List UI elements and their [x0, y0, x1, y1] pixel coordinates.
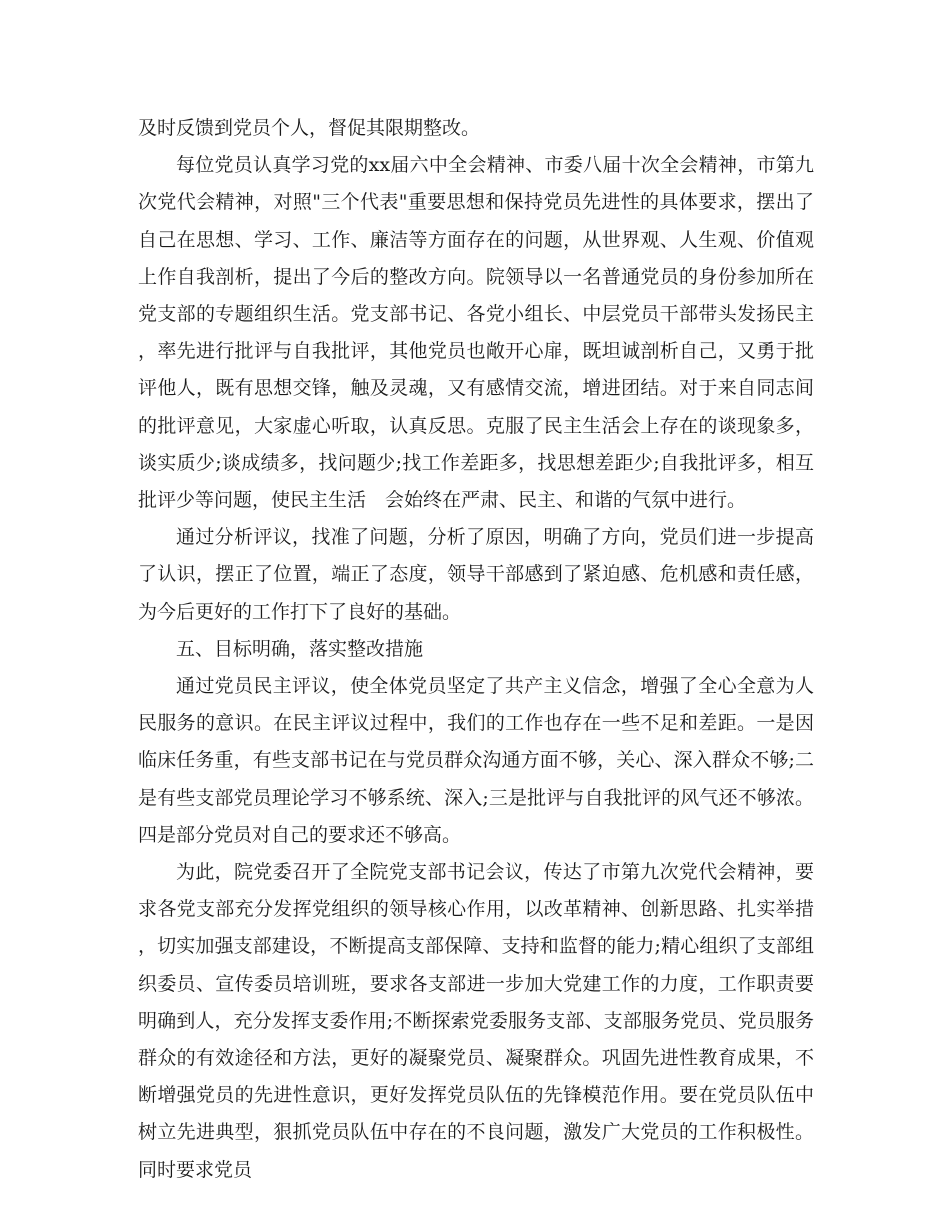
paragraph-self-criticism: 每位党员认真学习党的xx届六中全会精神、市委八届十次全会精神，市第九次党代会精神，对照"三个代表"重要思想和保持党员先进性的具体要求，摆出了自己在思想、学习、工作、廉洁等方面存在的问题，从世界观、人生观、价值观上作自我剖析，提出了今后的整改方向。院领导以一名普通党员的身份参加所在党支部的专题组织生活。党支部书记、各党小组长、中层党员干部带头发扬民主，率先进行批评与自我批评，其他党员也敞开心扉，既坦诚剖析自己，又勇于批评他人，既有思想交锋，触及灵魂，又有感情交流，增进团结。对于来自同志间的批评意见，大家虚心听取，认真反思。克服了民主生活会上存在的谈现象多，谈实质少;谈成绩多，找问题少;找工作差距多，找思想差距少;自我批评多，相互批评少等问题，使民主生活 会始终在严肃、民主、和谐的气氛中进行。 — [138, 154, 814, 512]
paragraph-shortcomings: 通过党员民主评议，使全体党员坚定了共产主义信念，增强了全心全意为人民服务的意识。在民主评议过程中，我们的工作也存在一些不足和差距。一是因临床任务重，有些支部书记在与党员群众沟通方面不够，关心、深入群众不够;二是有些支部党员理论学习不够系统、深入;三是批评与自我批评的风气还不够浓。四是部分党员对自己的要求还不够高。 — [138, 675, 814, 846]
paragraph-measures: 为此，院党委召开了全院党支部书记会议，传达了市第九次党代会精神，要求各党支部充分发挥党组织的领导核心作用，以改革精神、创新思路、扎实举措，切实加强支部建设，不断提高支部保障、支持和监督的能力;精心组织了支部组织委员、宣传委员培训班，要求各支部进一步加大党建工作的力度，工作职责要明确到人，充分发挥支委作用;不断探索党委服务支部、支部服务党员、党员服务群众的有效途径和方法，更好的凝聚党员、凝聚群众。巩固先进性教育成果，不断增强党员的先进性意识，更好发挥党员队伍的先锋模范作用。要在党员队伍中树立先进典型，狠抓党员队伍中存在的不良问题，激发广大党员的工作积极性。同时要求党员 — [138, 861, 814, 1181]
paragraph-continuation: 及时反馈到党员个人，督促其限期整改。 — [138, 117, 481, 139]
document-body — [138, 110, 814, 1189]
paragraph-analysis-results: 通过分析评议，找准了问题，分析了原因，明确了方向，党员们进一步提高了认识，摆正了位置，端正了态度，领导干部感到了紧迫感、危机感和责任感，为今后更好的工作打下了良好的基础。 — [138, 526, 814, 623]
section-heading-five: 五、目标明确，落实整改措施 — [176, 637, 424, 660]
